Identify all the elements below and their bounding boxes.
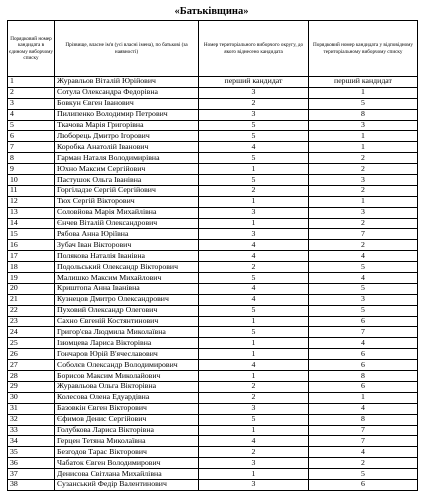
cell-district-number: 1: [199, 425, 309, 436]
cell-serial-number: 31: [8, 403, 55, 414]
table-row: [8, 273, 418, 284]
cell-district-list-number: 8: [309, 371, 418, 382]
cell-full-name: Бовкун Євген Іванович: [55, 98, 199, 109]
cell-district-list-number: 2: [309, 218, 418, 229]
cell-district-number: 1: [199, 338, 309, 349]
table-row: [8, 305, 418, 316]
cell-serial-number: 21: [8, 294, 55, 305]
cell-district-number: 3: [199, 403, 309, 414]
cell-full-name: Денисова Світлана Михайлівна: [55, 469, 199, 480]
cell-district-number: 2: [199, 185, 309, 196]
cell-district-number: 1: [199, 218, 309, 229]
cell-full-name: Горгіладзе Сергій Сергійович: [55, 185, 199, 196]
cell-full-name: Ізюмцева Лариса Вікторівна: [55, 338, 199, 349]
cell-district-number: 5: [199, 131, 309, 142]
cell-district-list-number: 5: [309, 305, 418, 316]
cell-full-name: Єфимов Денис Сергійович: [55, 414, 199, 425]
cell-full-name: Базовкін Євген Вікторович: [55, 403, 199, 414]
cell-district-number: 4: [199, 360, 309, 371]
cell-serial-number: 1: [8, 77, 55, 88]
table-body: [8, 77, 418, 491]
cell-full-name: Рябова Анна Юріївна: [55, 229, 199, 240]
cell-full-name: Пуховий Олександр Олегович: [55, 305, 199, 316]
cell-serial-number: 24: [8, 327, 55, 338]
cell-district-number: 2: [199, 447, 309, 458]
cell-serial-number: 26: [8, 349, 55, 360]
cell-full-name: Полякова Наталія Іванівна: [55, 251, 199, 262]
table-row: [8, 338, 418, 349]
cell-district-list-number: 7: [309, 327, 418, 338]
cell-district-number: 3: [199, 207, 309, 218]
cell-full-name: Журавльов Віталій Юрійович: [55, 77, 199, 88]
table-row: [8, 479, 418, 490]
table-row: [8, 196, 418, 207]
cell-district-number: 1: [199, 469, 309, 480]
cell-district-number: 1: [199, 196, 309, 207]
cell-serial-number: 11: [8, 185, 55, 196]
cell-full-name: Соболєв Олександр Володимирович: [55, 360, 199, 371]
cell-serial-number: 27: [8, 360, 55, 371]
table-row: [8, 109, 418, 120]
cell-district-number: 5: [199, 273, 309, 284]
cell-serial-number: 15: [8, 229, 55, 240]
table-row: [8, 218, 418, 229]
header-district-list-number: Порядковий номер кандидата у відповідному територіальному виборчому списку: [309, 21, 418, 77]
cell-district-list-number: 6: [309, 349, 418, 360]
table-row: [8, 229, 418, 240]
cell-serial-number: 5: [8, 120, 55, 131]
cell-serial-number: 9: [8, 164, 55, 175]
cell-serial-number: 30: [8, 392, 55, 403]
cell-serial-number: 13: [8, 207, 55, 218]
cell-district-number: 5: [199, 414, 309, 425]
header-full-name: Прізвище, власне ім'я (усі власні імена), по батькові (за наявності): [55, 21, 199, 77]
cell-district-list-number: 4: [309, 403, 418, 414]
cell-district-list-number: 2: [309, 458, 418, 469]
table-row: [8, 131, 418, 142]
candidates-table: [7, 20, 418, 491]
cell-serial-number: 29: [8, 381, 55, 392]
cell-serial-number: 36: [8, 458, 55, 469]
cell-district-list-number: 3: [309, 120, 418, 131]
cell-district-list-number: 7: [309, 425, 418, 436]
table-row: [8, 153, 418, 164]
table-row: [8, 283, 418, 294]
cell-serial-number: 8: [8, 153, 55, 164]
table-row: [8, 240, 418, 251]
cell-district-list-number: 1: [309, 87, 418, 98]
cell-full-name: Чабаток Євген Володимирович: [55, 458, 199, 469]
cell-district-number: 5: [199, 153, 309, 164]
cell-district-list-number: 1: [309, 392, 418, 403]
cell-district-number: 5: [199, 327, 309, 338]
header-district-number: Номер територіального виборчого округу, до якого віднесено кандидата: [199, 21, 309, 77]
cell-district-list-number: 4: [309, 338, 418, 349]
cell-district-list-number: 8: [309, 109, 418, 120]
cell-district-list-number: перший кандидат: [309, 77, 418, 88]
cell-district-number: 1: [199, 371, 309, 382]
cell-district-list-number: 6: [309, 360, 418, 371]
cell-district-number: 1: [199, 164, 309, 175]
cell-full-name: Гончаров Юрій В'ячеславович: [55, 349, 199, 360]
cell-serial-number: 23: [8, 316, 55, 327]
cell-district-list-number: 3: [309, 294, 418, 305]
cell-serial-number: 35: [8, 447, 55, 458]
cell-district-number: 5: [199, 305, 309, 316]
cell-serial-number: 2: [8, 87, 55, 98]
table-row: [8, 447, 418, 458]
cell-full-name: Григор'єва Людмила Миколаївна: [55, 327, 199, 338]
cell-district-number: 3: [199, 229, 309, 240]
cell-district-list-number: 6: [309, 381, 418, 392]
cell-district-number: 3: [199, 458, 309, 469]
cell-serial-number: 18: [8, 262, 55, 273]
table-row: [8, 294, 418, 305]
table-row: [8, 327, 418, 338]
table-row: [8, 349, 418, 360]
cell-full-name: Тюх Сергій Вікторович: [55, 196, 199, 207]
table-row: [8, 425, 418, 436]
cell-district-list-number: 8: [309, 414, 418, 425]
cell-full-name: Пастушок Ольга Іванівна: [55, 175, 199, 186]
cell-district-number: 3: [199, 479, 309, 490]
cell-serial-number: 12: [8, 196, 55, 207]
table-row: [8, 207, 418, 218]
table-row: [8, 175, 418, 186]
cell-district-list-number: 3: [309, 175, 418, 186]
party-title: «Батьківщина»: [174, 6, 249, 17]
cell-district-number: 5: [199, 120, 309, 131]
cell-full-name: Зубач Іван Вікторович: [55, 240, 199, 251]
cell-district-list-number: 2: [309, 153, 418, 164]
cell-district-number: 4: [199, 283, 309, 294]
cell-full-name: Кузнецов Дмитро Олександрович: [55, 294, 199, 305]
cell-serial-number: 37: [8, 469, 55, 480]
cell-full-name: Герцен Тетяна Миколаївна: [55, 436, 199, 447]
table-row: [8, 414, 418, 425]
cell-district-list-number: 7: [309, 229, 418, 240]
cell-full-name: Юхно Максим Сергійович: [55, 164, 199, 175]
table-row: [8, 87, 418, 98]
table-row: [8, 392, 418, 403]
cell-full-name: Колесова Олена Едуардівна: [55, 392, 199, 403]
cell-district-number: 4: [199, 251, 309, 262]
cell-serial-number: 14: [8, 218, 55, 229]
cell-serial-number: 10: [8, 175, 55, 186]
cell-full-name: Коробка Анатолій Іванович: [55, 142, 199, 153]
cell-serial-number: 38: [8, 479, 55, 490]
cell-serial-number: 20: [8, 283, 55, 294]
table-row: [8, 262, 418, 273]
table-row: [8, 142, 418, 153]
cell-district-number: 5: [199, 175, 309, 186]
cell-district-list-number: 4: [309, 447, 418, 458]
cell-full-name: Подольський Олександр Вікторович: [55, 262, 199, 273]
cell-district-number: 2: [199, 262, 309, 273]
cell-full-name: Соловйова Марія Михайлівна: [55, 207, 199, 218]
cell-full-name: Малишко Максим Михайлович: [55, 273, 199, 284]
cell-district-number: 2: [199, 392, 309, 403]
cell-district-list-number: 5: [309, 469, 418, 480]
table-row: [8, 185, 418, 196]
header-serial-number: Порядковий номер кандидата в єдиному виборчому списку: [8, 21, 55, 77]
table-row: [8, 120, 418, 131]
cell-serial-number: 4: [8, 109, 55, 120]
cell-full-name: Борисов Максим Миколайович: [55, 371, 199, 382]
cell-full-name: Голубкова Лариса Вікторівна: [55, 425, 199, 436]
cell-full-name: Журавльова Ольга Вікторівна: [55, 381, 199, 392]
cell-district-list-number: 5: [309, 283, 418, 294]
cell-district-number: 1: [199, 316, 309, 327]
cell-serial-number: 17: [8, 251, 55, 262]
cell-district-list-number: 1: [309, 131, 418, 142]
cell-district-list-number: 2: [309, 185, 418, 196]
cell-serial-number: 28: [8, 371, 55, 382]
table-row: [8, 316, 418, 327]
cell-district-list-number: 2: [309, 164, 418, 175]
cell-serial-number: 25: [8, 338, 55, 349]
cell-full-name: Пилипенко Володимир Петрович: [55, 109, 199, 120]
cell-district-list-number: 7: [309, 436, 418, 447]
cell-full-name: Безгодов Тарас Вікторович: [55, 447, 199, 458]
cell-district-number: 1: [199, 349, 309, 360]
cell-district-list-number: 6: [309, 479, 418, 490]
cell-district-list-number: 1: [309, 142, 418, 153]
cell-district-list-number: 3: [309, 207, 418, 218]
cell-serial-number: 3: [8, 98, 55, 109]
table-row: [8, 371, 418, 382]
cell-full-name: Єнчев Віталій Олександрович: [55, 218, 199, 229]
table-row: [8, 164, 418, 175]
table-row: [8, 436, 418, 447]
cell-serial-number: 22: [8, 305, 55, 316]
cell-district-number: 4: [199, 142, 309, 153]
cell-district-number: перший кандидат: [199, 77, 309, 88]
cell-district-number: 3: [199, 87, 309, 98]
table-header-row: [8, 21, 418, 77]
cell-full-name: Криштопа Анна Іванівна: [55, 283, 199, 294]
cell-district-list-number: 5: [309, 262, 418, 273]
cell-serial-number: 7: [8, 142, 55, 153]
cell-full-name: Сотула Олександра Федорівна: [55, 87, 199, 98]
cell-full-name: Гарман Наталя Володимирівна: [55, 153, 199, 164]
table-row: [8, 77, 418, 88]
table-row: [8, 98, 418, 109]
cell-full-name: Сузанський Федір Валентинович: [55, 479, 199, 490]
cell-district-number: 2: [199, 98, 309, 109]
cell-district-number: 4: [199, 294, 309, 305]
cell-serial-number: 16: [8, 240, 55, 251]
cell-serial-number: 19: [8, 273, 55, 284]
cell-district-number: 4: [199, 240, 309, 251]
table-row: [8, 381, 418, 392]
cell-serial-number: 32: [8, 414, 55, 425]
cell-district-list-number: 4: [309, 251, 418, 262]
cell-full-name: Люборець Дмитро Ігорович: [55, 131, 199, 142]
table-row: [8, 458, 418, 469]
cell-district-list-number: 6: [309, 316, 418, 327]
cell-district-list-number: 5: [309, 98, 418, 109]
cell-district-number: 2: [199, 381, 309, 392]
cell-district-list-number: 2: [309, 240, 418, 251]
cell-district-list-number: 4: [309, 273, 418, 284]
cell-serial-number: 34: [8, 436, 55, 447]
cell-full-name: Ткачова Марія Григорівна: [55, 120, 199, 131]
cell-district-list-number: 1: [309, 196, 418, 207]
cell-full-name: Сахно Євгеній Костянтинович: [55, 316, 199, 327]
table-row: [8, 403, 418, 414]
table-row: [8, 360, 418, 371]
cell-district-number: 4: [199, 436, 309, 447]
cell-serial-number: 33: [8, 425, 55, 436]
cell-district-number: 3: [199, 109, 309, 120]
cell-serial-number: 6: [8, 131, 55, 142]
table-row: [8, 251, 418, 262]
table-row: [8, 469, 418, 480]
